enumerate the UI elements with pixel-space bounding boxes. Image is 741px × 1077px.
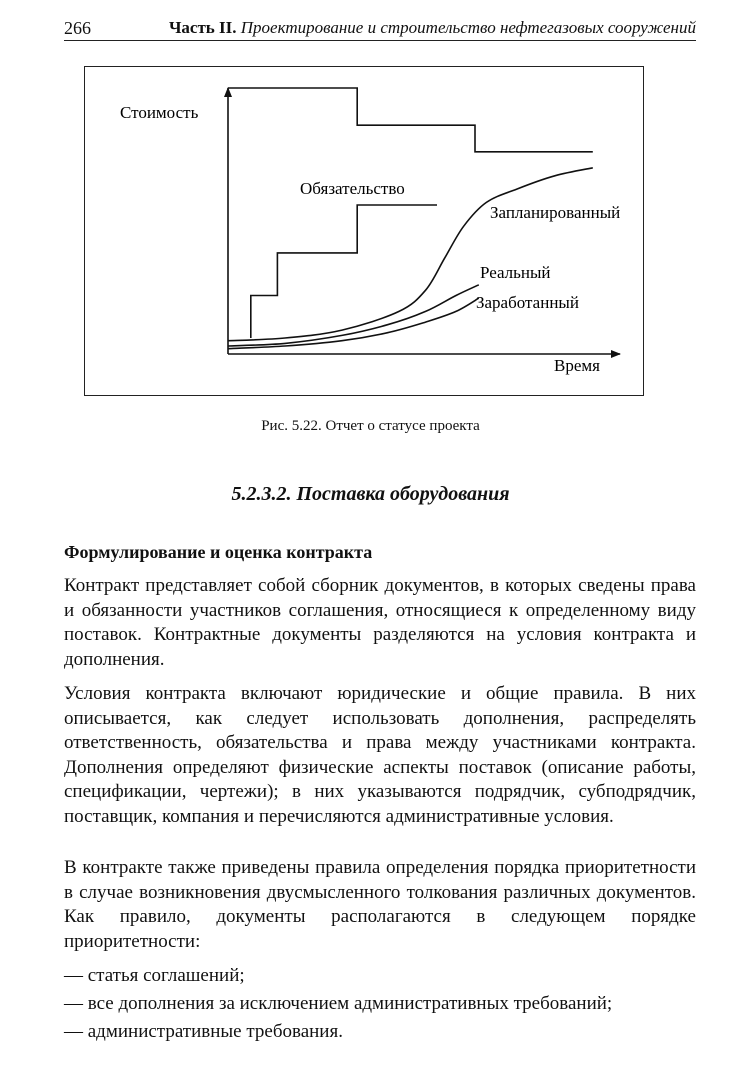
- subsection-title: Формулирование и оценка контракта: [64, 542, 373, 562]
- series-line-planned: [228, 168, 593, 341]
- series-line-budget: [228, 88, 593, 152]
- figure-caption: Рис. 5.22. Отчет о статусе проекта: [261, 418, 480, 434]
- paragraph-2: Условия контракта включают юридические и общие правила. В них описывается, как следует использовать дополнения, распределять ответственность, обязательства и права между участниками контракта. Дополнения определяют физические аспекты поставок (описание работы, спецификации, чертежи); в них указываются подрядчик, субподрядчик, поставщик, компания и перечисляются административные условия.: [64, 683, 696, 827]
- section-title: 5.2.3.2. Поставка оборудования: [231, 483, 510, 505]
- series-label-actual: Реальный: [480, 263, 551, 282]
- part-label: Часть II.: [168, 18, 237, 37]
- page-number: 266: [64, 18, 91, 38]
- list-item: — статья соглашений;: [64, 965, 245, 986]
- series-label-planned: Запланированный: [490, 203, 621, 222]
- series-label-earned: Заработанный: [476, 293, 579, 312]
- series-line-actual: [228, 285, 479, 346]
- project-status-chart: [84, 66, 644, 396]
- paragraph-1: Контракт представляет собой сборник документов, в которых сведены права и обязанности участников соглашения, относящиеся к определенному виду поставок. Контрактные документы разделяются на условия контракта и дополнения.: [64, 575, 696, 670]
- priority-list: [64, 962, 704, 1046]
- series-label-commitment: Обязательство: [300, 179, 405, 198]
- paragraph-3: В контракте также приведены правила определения порядка приоритетности в случае возникновения двусмысленного толкования различных документов. Как правило, документы располагаются в следующем порядке приоритетности:: [64, 857, 696, 952]
- series-line-earned: [228, 298, 479, 349]
- list-item: — все дополнения за исключением административных требований;: [64, 993, 613, 1014]
- x-axis-label: Время: [554, 356, 600, 375]
- list-item: — административные требования.: [64, 1021, 343, 1042]
- part-title: Проектирование и строительство нефтегазовых сооружений: [240, 18, 696, 37]
- running-title: [169, 16, 696, 40]
- y-axis-label: Стоимость: [120, 103, 199, 122]
- running-header: [64, 16, 696, 41]
